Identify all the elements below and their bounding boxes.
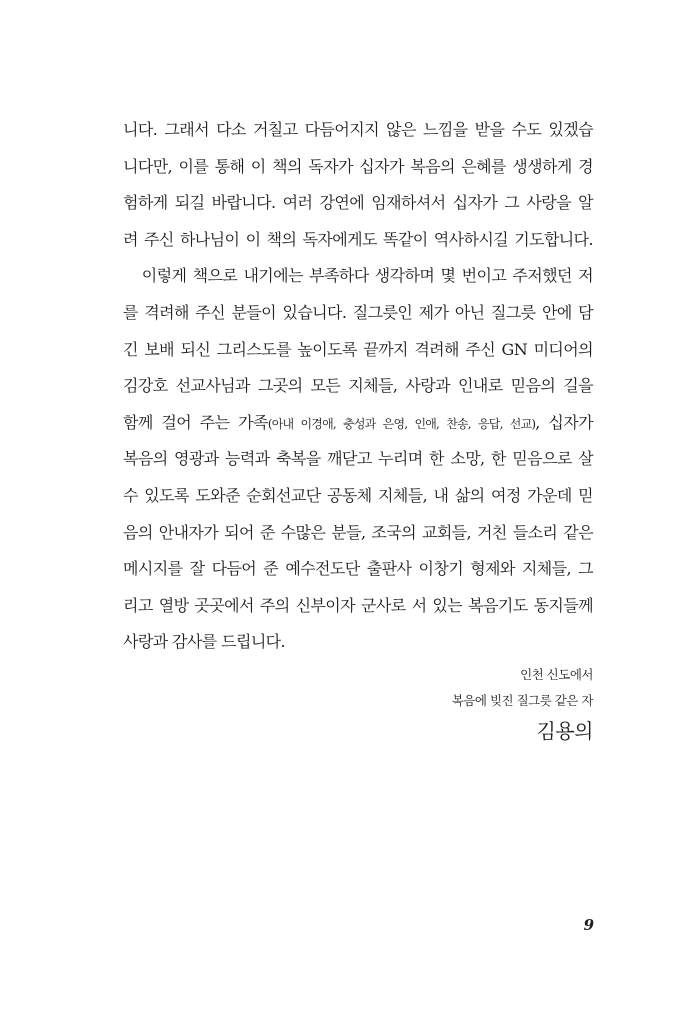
text-line: 복음의 영광과 능력과 축복을 깨닫고 누리며 한 소망, 한 믿음으로 살 xyxy=(123,449,593,469)
text-line xyxy=(123,258,593,295)
text-line: 음의 안내자가 되어 준 수많은 분들, 조국의 교회들, 거친 들소리 같은 xyxy=(123,522,593,542)
text-line: 니다. 그래서 다소 거칠고 다듬어지지 않은 느낌을 받을 수도 있겠습 xyxy=(123,120,593,139)
text-line: 리고 열방 곳곳에서 주의 신부이자 군사로 서 있는 복음기도 동지들께 xyxy=(123,595,593,615)
author-name: 김용의 xyxy=(536,719,593,743)
body-text xyxy=(123,112,593,661)
signature-place: 인천 신도에서 xyxy=(520,667,593,682)
text-line: 메시지를 잘 다듬어 준 예수전도단 출판사 이창기 형제와 지체들, 그 xyxy=(123,559,593,579)
page-number: 9 xyxy=(583,916,594,934)
text-fragment: 이렇게 책으로 내기에는 부족하다 생각하며 몇 번이고 주저했던 저 xyxy=(141,266,593,286)
signature-description: 복음에 빚진 질그릇 같은 자 xyxy=(451,693,593,708)
text-line: 려 주신 하나님이 이 책의 독자에게도 똑같이 역사하시길 기도합니다. xyxy=(123,229,593,249)
text-line: 김강호 선교사님과 그곳의 모든 지체들, 사랑과 인내로 믿음의 길을 xyxy=(123,376,593,396)
family-names: (아내 이경애, 충성과 은영, 인애, 찬송, 응답, 선교) xyxy=(267,416,536,431)
signature-block xyxy=(452,662,593,748)
text-fragment: , 십자가 xyxy=(535,412,593,432)
text-line xyxy=(123,405,593,442)
text-line: 를 격려해 주신 분들이 있습니다. 질그릇인 제가 아닌 질그릇 안에 담 xyxy=(123,302,593,322)
text-line: 니다만, 이를 통해 이 책의 독자가 십자가 복음의 은혜를 생생하게 경 xyxy=(123,156,593,176)
text-line: 긴 보배 되신 그리스도를 높이도록 끝까지 격려해 주신 GN 미디어의 xyxy=(123,339,593,359)
text-line: 험하게 되길 바랍니다. 여러 강연에 임재하셔서 십자가 그 사랑을 알 xyxy=(123,193,593,213)
paragraph-indent xyxy=(123,266,142,285)
text-line: 사랑과 감사를 드립니다. xyxy=(123,632,286,652)
text-fragment: 함께 걸어 주는 가족 xyxy=(123,412,268,432)
text-line: 수 있도록 도와준 순회선교단 공동체 지체들, 내 삶의 여정 가운데 믿 xyxy=(123,485,593,505)
